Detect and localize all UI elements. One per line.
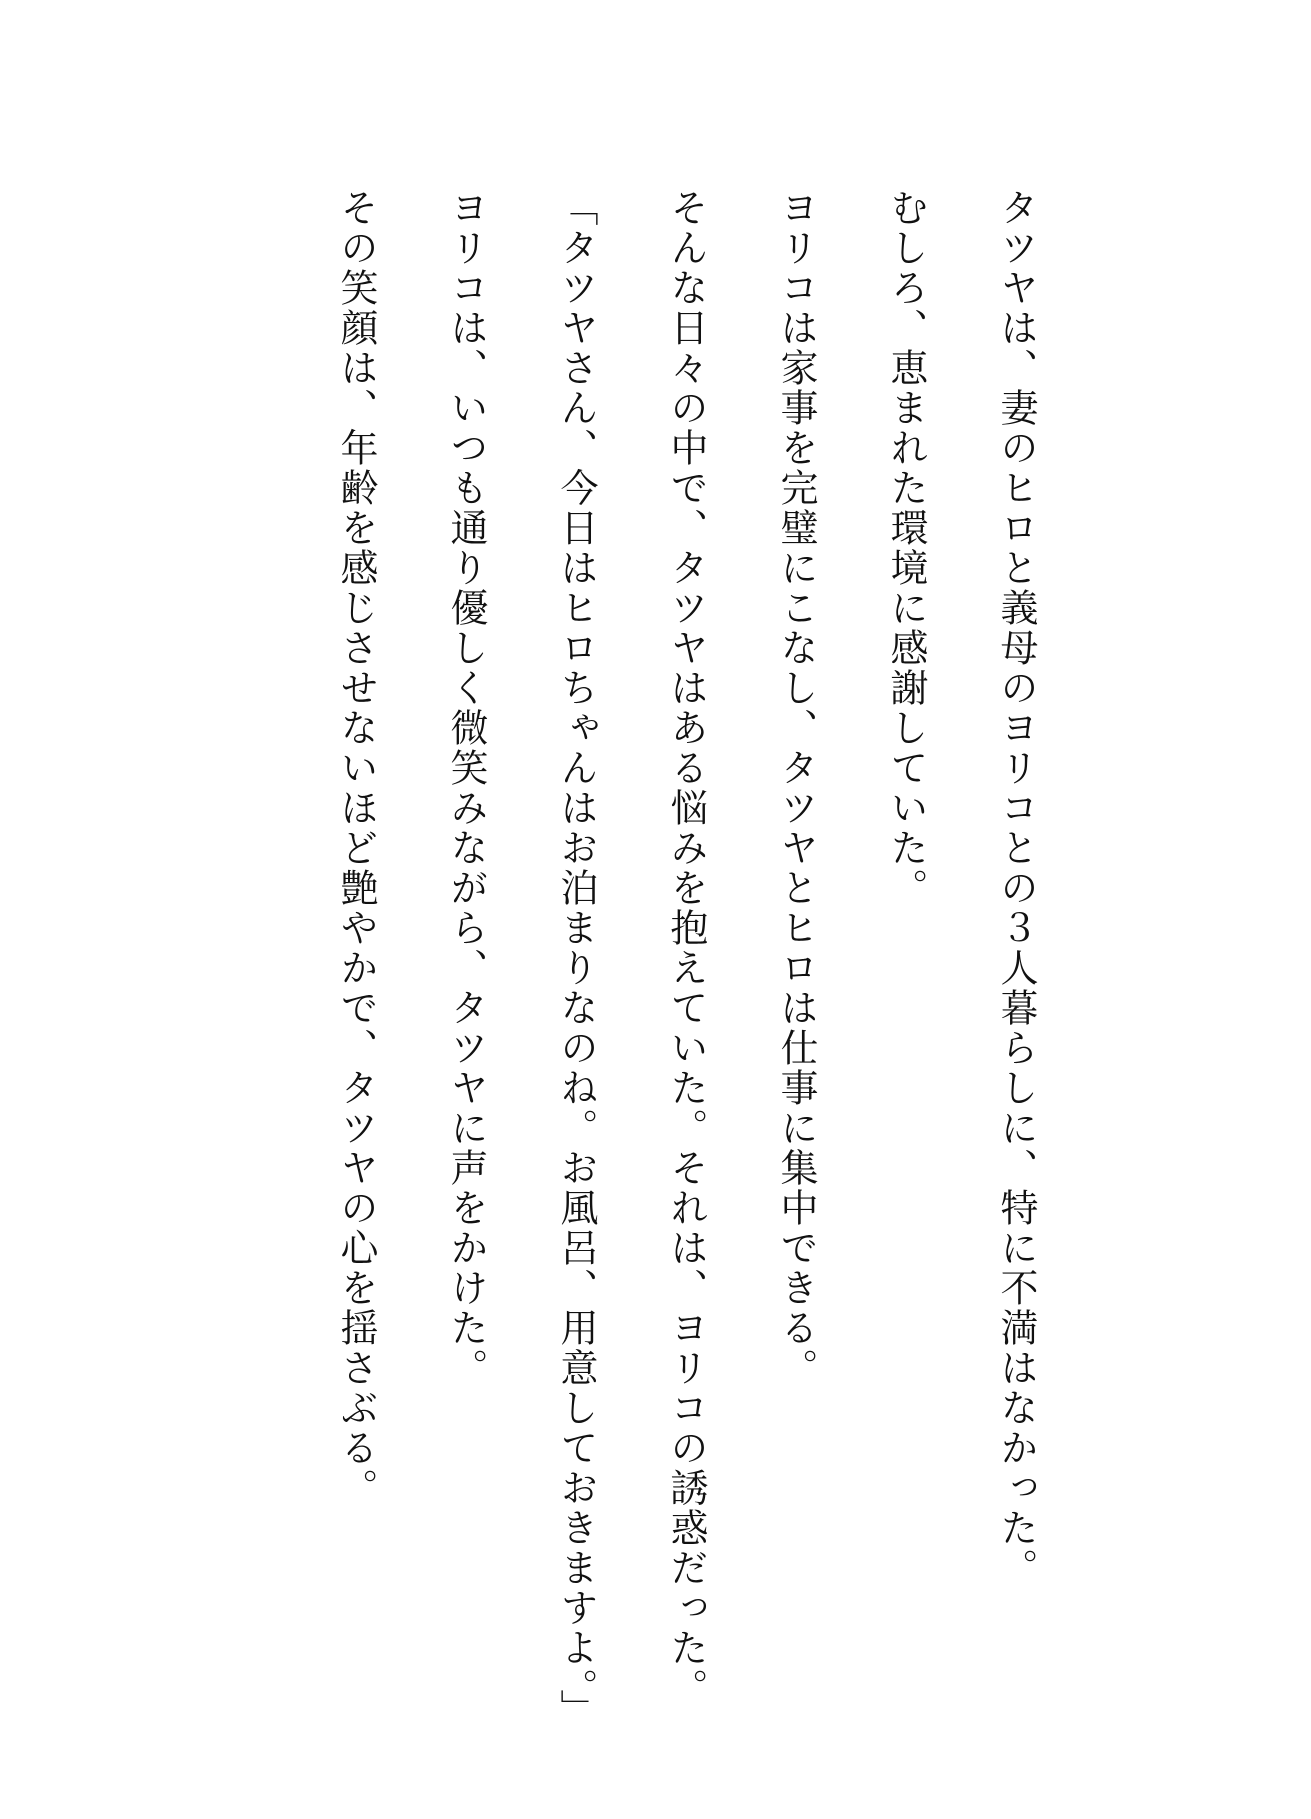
paragraph-line: その笑顔は、年齢を感じさせないほど艶やかで、タツヤの心を揺さぶる。 bbox=[334, 188, 378, 1508]
paragraph-line: そんな日々の中で、タツヤはある悩みを抱えていた。それは、ヨリコの誘惑だった。 bbox=[664, 188, 708, 1708]
vertical-text-body bbox=[301, 188, 1071, 1729]
dialogue-line: 「タツヤさん、今日はヒロちゃんはお泊まりなのね。お風呂、用意しておきますよ。」 bbox=[554, 188, 598, 1729]
paragraph-line: ヨリコは、いつも通り優しく微笑みながら、タツヤに声をかけた。 bbox=[444, 188, 488, 1388]
paragraph-line: ヨリコは家事を完璧にこなし、タツヤとヒロは仕事に集中できる。 bbox=[774, 188, 818, 1388]
paragraph-line: むしろ、恵まれた環境に感謝していた。 bbox=[884, 188, 928, 908]
paragraph-line: タツヤは、妻のヒロと義母のヨリコとの３人暮らしに、特に不満はなかった。 bbox=[994, 188, 1038, 1588]
